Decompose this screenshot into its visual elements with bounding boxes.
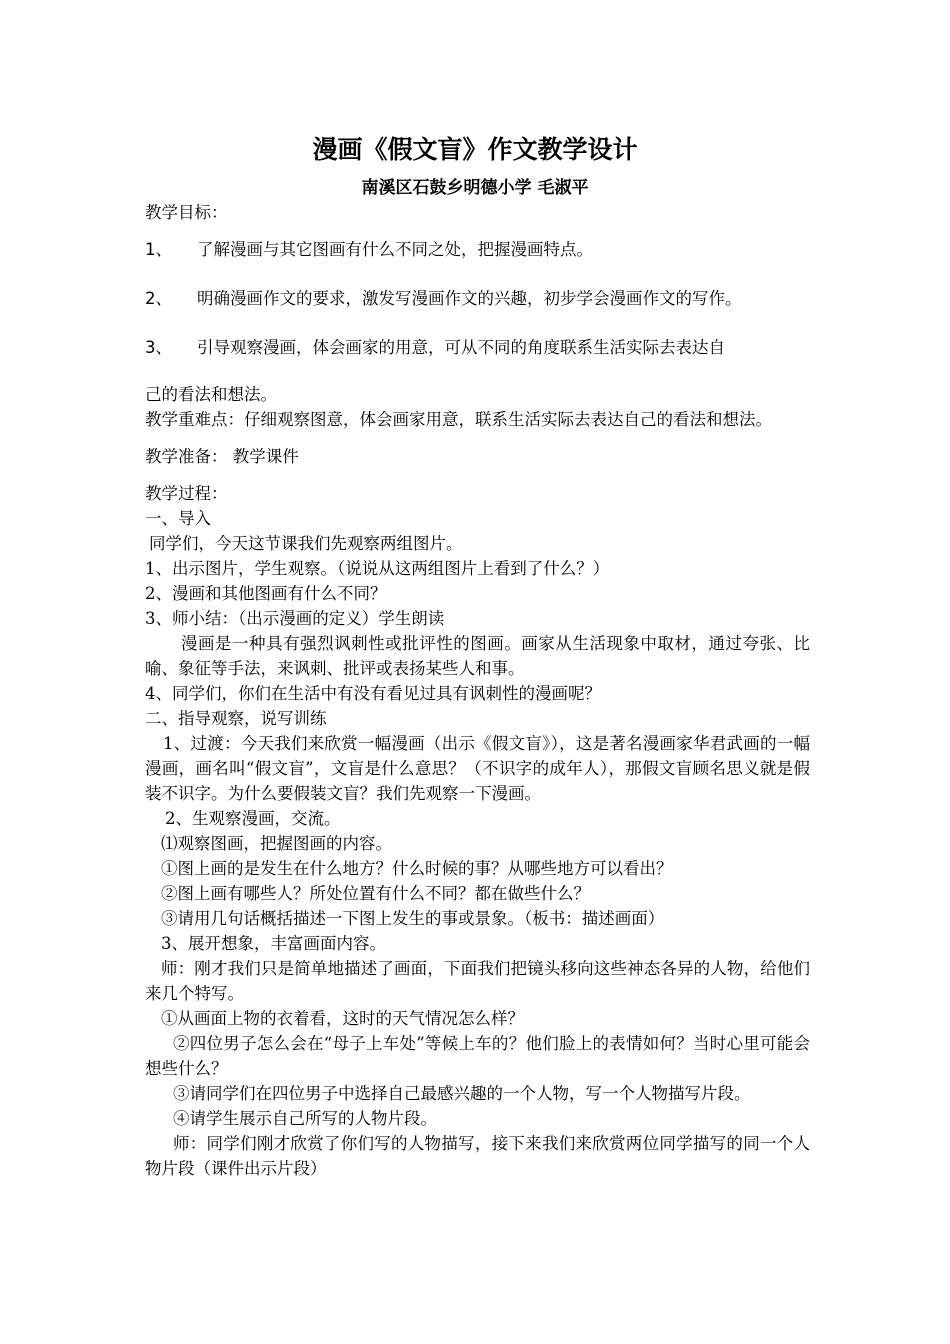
paragraph: 4、同学们，你们在生活中有没有看见过具有讽刺性的漫画呢？ (145, 684, 601, 703)
list-item: ②四位男子怎么会在“母子上车处”等候上车的？他们脸上的表情如何？当时心里可能会想些什么？ (145, 1034, 810, 1078)
list-item: ③请用几句话概括描述一下图上发生的事或景象。（板书：描述画面） (161, 909, 665, 928)
objective-item (145, 237, 810, 262)
key-points: 教学重难点：仔细观察图意，体会画家用意，联系生活实际去表达自己的看法和想法。 (145, 410, 772, 429)
objectives-heading: 教学目标： (145, 203, 228, 222)
objective-text: 引导观察漫画，体会画家的用意，可从不同的角度联系生活实际去表达自 (197, 338, 725, 357)
list-item: ①从画面上物的衣着看，这时的天气情况怎么样？ (161, 1009, 524, 1028)
paragraph: ⑴观察图画，把握图画的内容。 (161, 834, 392, 853)
section-heading: 二、指导观察，说写训练 (145, 709, 327, 728)
document-author: 南溪区石鼓乡明德小学 毛淑平 (361, 178, 589, 198)
paragraph: 1、出示图片，学生观察。（说说从这两组图片上看到了什么？） (145, 559, 610, 578)
preparation: 教学准备： 教学课件 (145, 447, 299, 466)
paragraph: 3、师小结：（出示漫画的定义）学生朗读 (145, 609, 445, 628)
list-item: ②图上画有哪些人？所处位置有什么不同？都在做些什么？ (161, 884, 590, 903)
document-body (145, 200, 810, 1181)
objective-number: 3、 (145, 338, 172, 357)
objective-continuation: 己的看法和想法。 (145, 385, 277, 404)
definition-paragraph: 漫画是一种具有强烈讽刺性或批评性的图画。画家从生活现象中取材，通过夸张、比喻、象征等手法，来讽刺、批评或表扬某些人和事。 (145, 634, 810, 678)
paragraph: 师：刚才我们只是简单地描述了画面，下面我们把镜头移向这些神态各异的人物，给他们来几个特写。 (145, 959, 810, 1003)
document-title: 漫画《假文盲》作文教学设计 (312, 135, 638, 164)
list-item: ④请学生展示自己所写的人物片段。 (173, 1109, 437, 1128)
objective-number: 1、 (145, 240, 172, 259)
process-heading: 教学过程： (145, 484, 228, 503)
list-item: ③请同学们在四位男子中选择自己最感兴趣的一个人物，写一个人物描写片段。 (173, 1084, 751, 1103)
objective-text: 明确漫画作文的要求，激发写漫画作文的兴趣，初步学会漫画作文的写作。 (197, 289, 742, 308)
paragraph: 1、过渡：今天我们来欣赏一幅漫画（出示《假文盲》），这是著名漫画家华君武画的一幅漫画，画名叫“假文盲”，文盲是什么意思？（不识字的成年人），那假文盲顾名思义就是假装不识字。为什么要假装文盲？我们先观察一下漫画。 (145, 734, 810, 803)
objective-text: 了解漫画与其它图画有什么不同之处，把握漫画特点。 (197, 240, 593, 259)
paragraph: 3、展开想象，丰富画面内容。 (161, 934, 386, 953)
paragraph: 师：同学们刚才欣赏了你们写的人物描写，接下来我们来欣赏两位同学描写的同一个人物片段（课件出示片段） (145, 1134, 810, 1178)
paragraph: 2、漫画和其他图画有什么不同？ (145, 584, 387, 603)
objective-item (145, 335, 810, 360)
paragraph: 同学们，今天这节课我们先观察两组图片。 (149, 534, 463, 553)
list-item: ①图上画的是发生在什么地方？什么时候的事？从哪些地方可以看出？ (161, 859, 673, 878)
paragraph: 2、生观察漫画，交流。 (165, 809, 341, 828)
section-heading: 一、导入 (145, 509, 211, 528)
objective-item (145, 286, 810, 311)
objective-number: 2、 (145, 289, 172, 308)
